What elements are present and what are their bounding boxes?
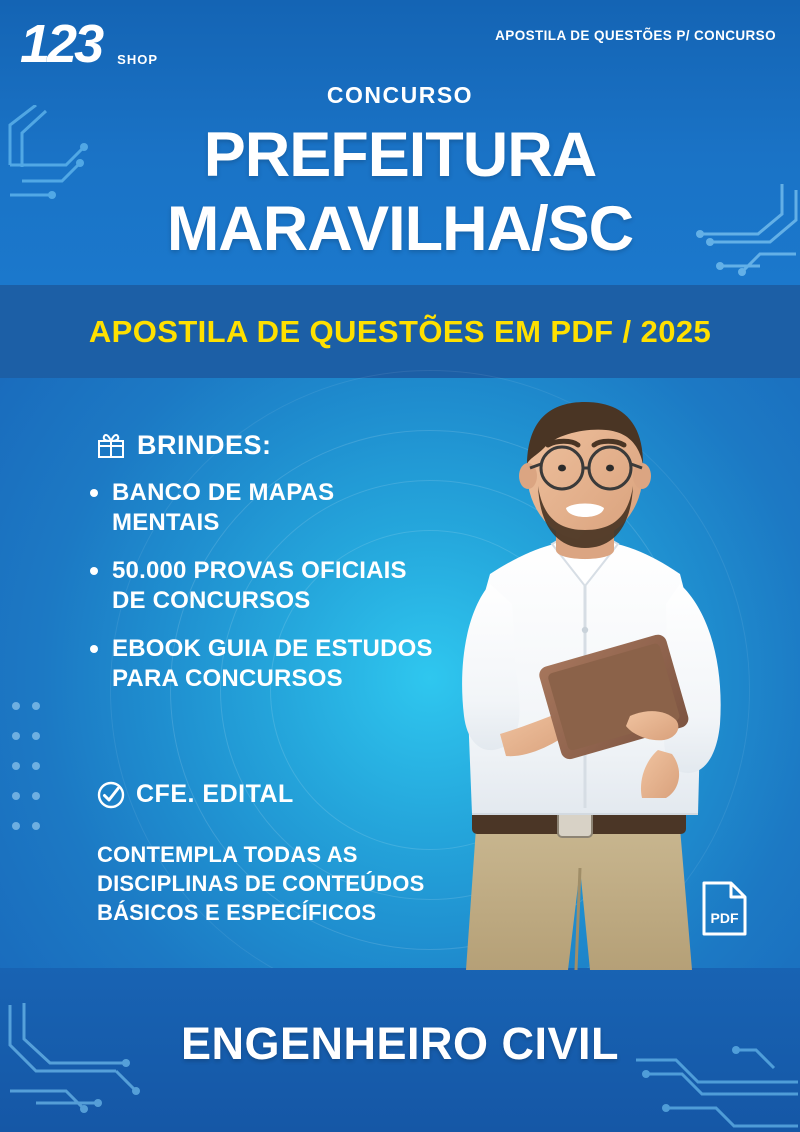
footer-role: ENGENHEIRO CIVIL [180,1018,620,1069]
edital-heading-label: CFE. EDITAL [136,780,294,808]
page-title-line-1: PREFEITURA [203,120,597,190]
brand-logo-suffix: SHOP [117,52,158,67]
dot-grid-decoration-icon [10,700,50,830]
list-item: EBOOK GUIA DE ESTUDOS PARA CONCURSOS [84,634,434,694]
brand-logo-text: 123 [20,14,102,74]
bonus-heading [97,430,272,461]
header-kicker: CONCURSO [326,82,474,108]
gift-icon [97,432,125,459]
subtitle-band [0,285,800,378]
header-subtitle: APOSTILA DE QUESTÕES EM PDF / 2025 [88,313,712,349]
edital-heading [97,780,294,809]
model-photo-illustration [380,398,800,970]
check-circle-icon [97,781,125,809]
list-item: BANCO DE MAPAS MENTAIS [84,478,434,538]
edital-description: CONTEMPLA TODAS AS DISCIPLINAS DE CONTEÚDOS BÁSICOS E ESPECÍFICOS [97,842,425,925]
list-item: 50.000 PROVAS OFICIAIS DE CONCURSOS [84,556,434,616]
page-title-line-2: MARAVILHA/SC [166,194,634,264]
brand-logo [20,16,160,72]
page-title [0,118,800,266]
pdf-badge-label: PDF [710,910,739,926]
header-tagline: APOSTILA DE QUESTÕES P/ CONCURSO [495,28,776,43]
model-photo [380,398,800,970]
bonus-heading-label: BRINDES: [137,430,272,460]
